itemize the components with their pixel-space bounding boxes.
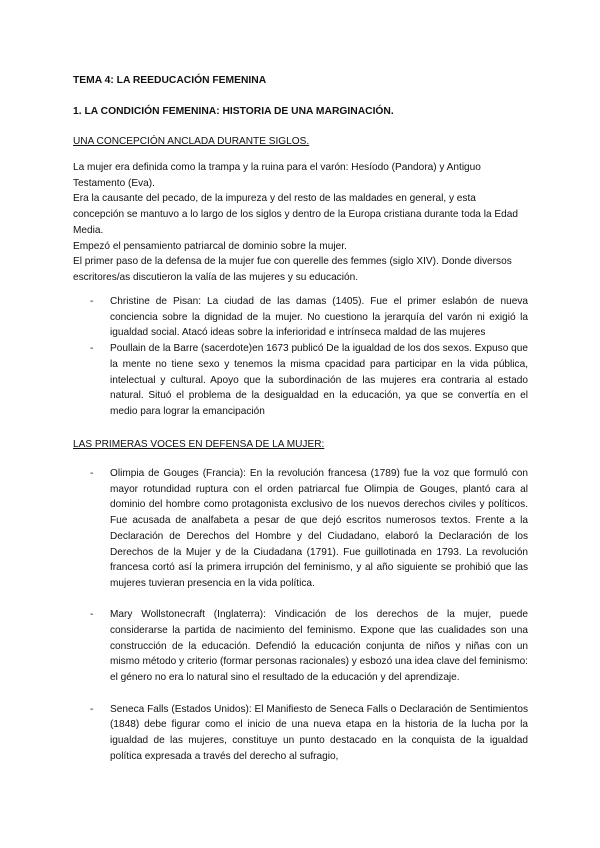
intro-paragraph: Era la causante del pecado, de la impureza y del resto de las maldades en general, y esta concepción se mantuvo a lo largo de los siglos y dentro de la Europa cristiana durante toda la Edad Media.: [73, 193, 518, 236]
list-item-mary-wollstonecraft: - Mary Wollstonecraft (Inglaterra): Vindicación de los derechos de la mujer, puede considerarse la partida de nacimiento del feminismo. Expone que las cualidades son una construcción de la educación. Defendió la educación conjunta de niños y niñas con un mismo método y criterio (formar personas racionales) y esbozó una idea clave del feminismo: el género no era lo natural sino el resultado de la educación y del aprendizaje.: [73, 607, 528, 686]
page-title: TEMA 4: LA REEDUCACIÓN FEMENINA: [73, 75, 267, 86]
list-item-seneca-falls: - Seneca Falls (Estados Unidos): El Manifiesto de Seneca Falls o Declaración de Sentimientos (1848) debe figurar como el inicio de una nueva etapa en la historia de la lucha por la igualdad de las mujeres, constituye un punto destacado en la conquista de la igualdad política expresada a través del derecho al sufragio,: [73, 702, 528, 765]
intro-text: [73, 160, 528, 286]
intro-paragraph: Empezó el pensamiento patriarcal de dominio sobre la mujer.: [73, 240, 347, 252]
authors-list: [73, 294, 528, 420]
intro-paragraph: El primer paso de la defensa de la mujer fue con querelle des femmes (siglo XIV). Donde diversos escritores/as discutieron la valía de las mujeres y su educación.: [73, 256, 512, 283]
subsection-heading-primeras-voces: LAS PRIMERAS VOCES EN DEFENSA DE LA MUJER:: [73, 439, 325, 450]
subsection-heading-concepcion: UNA CONCEPCIÓN ANCLADA DURANTE SIGLOS.: [73, 136, 310, 147]
list-item-poullain-de-la-barre: - Poullain de la Barre (sacerdote)en 1673 publicó De la igualdad de los dos sexos. Expuso que la mente no tiene sexo y tenemos la misma cpacidad para participar en la vida pública, intelectual y cultural. Apoyo que la subordinación de las mujeres era contraria al estado natural. Situó el problema de la desigualdad en la educación, ya que se convertía en el medio para lograr la emancipación: [73, 341, 528, 420]
first-voices-list: [73, 466, 528, 764]
section-heading: 1. LA CONDICIÓN FEMENINA: HISTORIA DE UNA MARGINACIÓN.: [73, 106, 394, 117]
intro-paragraph: La mujer era definida como la trampa y la ruina para el varón: Hesíodo (Pandora) y Antiguo Testamento (Eva).: [73, 162, 481, 189]
list-item-christine-de-pisan: - Christine de Pisan: La ciudad de las damas (1405). Fue el primer eslabón de nueva conciencia sobre la dignidad de la mujer. No cuestiono la jerarquía del varón ni exigió la igualdad social. Atacó ideas sobre la inferioridad e intrínseca maldad de las mujeres: [73, 294, 528, 341]
list-item-olimpia-de-gouges: - Olimpia de Gouges (Francia): En la revolución francesa (1789) fue la voz que formuló con mayor rotundidad ruptura con el orden patriarcal fue Olimpia de Gouges, plantó cara al dominio del hombre como protagonista exclusivo de los nuevos derechos civiles y políticos. Fue acusada de analfabeta a pesar de que dejó escritos numerosos textos. Frente a la Declaración de Derechos del Hombre y del Ciudadano, elaboró la Declaración de los Derechos de la Mujer y de la Ciudadana (1791). Fue guillotinada en 1793. La revolución francesa cortó así la primera irrupción del feminismo, y al año siguiente se prohibió que las mujeres tuvieran presencia en la vida política.: [73, 466, 528, 592]
